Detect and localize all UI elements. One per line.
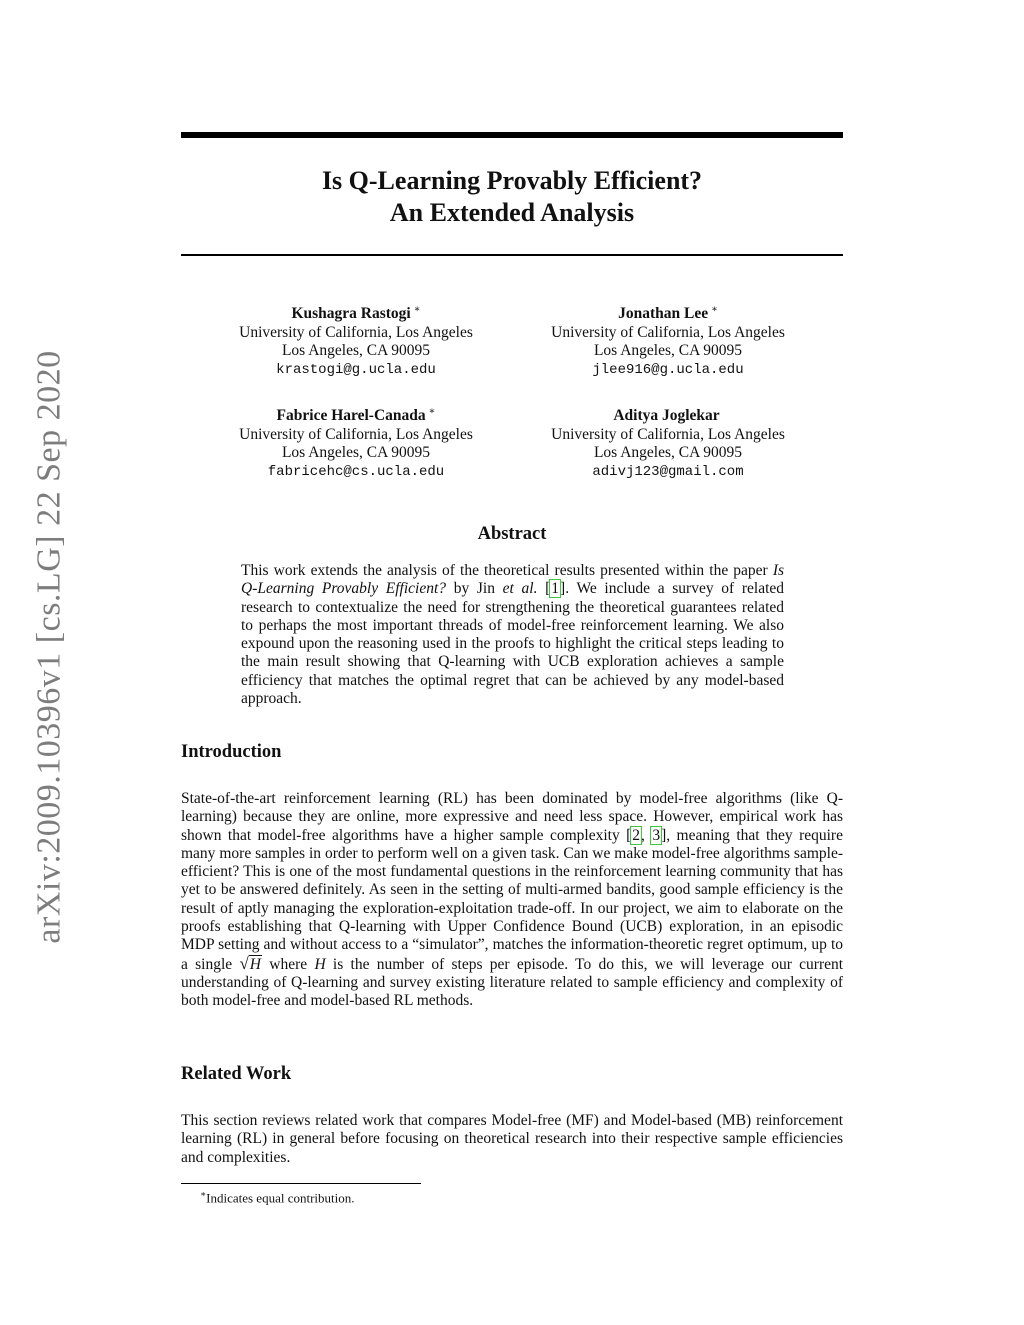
author-address: Los Angeles, CA 90095 — [281, 342, 431, 360]
author-name: Fabrice Harel-Canada — [276, 407, 426, 425]
abstract-heading: Abstract — [477, 524, 547, 544]
footnote — [200, 1186, 355, 1206]
footnote-rule — [181, 1183, 421, 1184]
introduction-paragraph: State-of-the-art reinforcement learning (RL) has been dominated by model-free algorithms (like Q-learning) because they are online, more expressive and need less space. However, empirical work has shown that model-free algorithms have a higher sample complexity [2, 3], meaning that they require many more samples in order to perform well on a given task. Can we make model-free algorithms sample-efficient? This is one of the most fundamental questions in the reinforcement learning community that has yet to be answered definitely. As seen in the setting of multi-armed bandits, good sample efficiency is the result of aptly managing the exploration-exploitation trade-off. In our project, we aim to elaborate on the proofs establishing that Q-learning with Upper Confidence Bound (UCB) exploration, in an episodic MDP setting and without access to a “simulator”, matches the information-theoretic regret optimum, up to a single √H where H is the number of steps per episode. To do this, we will leverage our current understanding of Q-learning and survey existing literature related to sample efficiency and complexity of both model-free and model-based RL methods. — [181, 790, 844, 1010]
equal-contribution-mark: ∗ — [413, 304, 421, 315]
author-email[interactable]: krastogi@g.ucla.edu — [276, 361, 436, 378]
intro-text-3: where — [269, 955, 308, 973]
author-block-4 — [518, 403, 818, 481]
abstract-text-2: by Jin — [453, 580, 495, 598]
citation-link[interactable]: 3 — [652, 826, 661, 844]
footnote-text: Indicates equal contribution. — [206, 1190, 355, 1206]
title-line-1: Is Q-Learning Provably Efficient? — [321, 166, 703, 195]
author-affiliation: University of California, Los Angeles — [551, 425, 785, 443]
equal-contribution-mark: ∗ — [428, 406, 436, 417]
cited-paper-title: Is Q-Learning Provably Efficient? — [241, 562, 785, 598]
title-rule-bottom — [181, 254, 843, 256]
related-work-heading: Related Work — [181, 1064, 292, 1084]
equal-contribution-mark: ∗ — [711, 304, 718, 315]
et-al: et al. — [502, 580, 538, 598]
author-address: Los Angeles, CA 90095 — [593, 444, 743, 462]
author-address: Los Angeles, CA 90095 — [593, 342, 743, 360]
sqrt-h-expression — [239, 955, 262, 974]
related-work-paragraph: This section reviews related work that compares Model-free (MF) and Model-based (MB) reinforcement learning (RL) in general before focusing on theoretical research into their respective sample efficiencies and complexities. — [181, 1112, 843, 1166]
author-block-3 — [206, 403, 506, 481]
abstract-body: This work extends the analysis of the theoretical results presented within the paper Is Q-Learning Provably Efficient? by Jin et al. [1]. We include a survey of related research to contextualize the need for strengthening the theoretical guarantees related to perhaps the most important threads of model-free reinforcement learning. We also expound upon the reasoning used in the proofs to highlight the critical steps leading to the main result showing that Q-learning with UCB exploration achieves a sample efficiency that matches the optimal regret that can be achieved by any model-based approach. — [241, 562, 785, 708]
author-block-2 — [518, 301, 818, 379]
author-affiliation: University of California, Los Angeles — [239, 425, 473, 443]
sqrt-symbol: √ — [239, 953, 249, 973]
citation-link[interactable]: 1 — [551, 580, 560, 598]
author-block-1 — [206, 301, 506, 379]
intro-text-2: , meaning that they require many more samples in order to perform well on a given task. Can we make model-free algorithms sample-efficient? This is one of the most fundamental questions in the reinforcement learning community that has yet to be answered definitely. As seen in the setting of multi-armed bandits, good sample efficiency is the result of aptly managing the exploration-exploitation trade-off. In our project, we aim to elaborate on the proofs establishing that Q-learning with Upper Confidence Bound (UCB) exploration, in an episodic MDP setting and without access to a “simulator”, matches the information-theoretic regret optimum, up to a single — [181, 826, 843, 973]
title-line-2: An Extended Analysis — [389, 198, 635, 227]
author-name: Jonathan Lee — [618, 305, 709, 323]
intro-text-1: State-of-the-art reinforcement learning (RL) has been dominated by model-free algorithms (like Q-learning) because they are online, more expressive and need less space. However, empirical work has shown that model-free algorithms have a higher sample complexity — [181, 790, 843, 844]
citation-separator: , — [641, 826, 652, 844]
variable-h: H — [314, 955, 326, 973]
footnote-mark: ∗ — [200, 1189, 207, 1199]
author-affiliation: University of California, Los Angeles — [239, 323, 473, 341]
title-rule-top — [181, 132, 843, 138]
author-address: Los Angeles, CA 90095 — [281, 444, 431, 462]
intro-text-4: is the number of steps per episode. To do this, we will leverage our current understanding of Q-learning and survey existing literature related to sample efficiency and complexity of both model-free and model-based RL methods. — [181, 955, 844, 1010]
author-email[interactable]: fabricehc@cs.ucla.edu — [267, 463, 445, 480]
abstract-text-1: This work extends the analysis of the theoretical results presented within the paper — [241, 562, 768, 579]
sqrt-variable: H — [249, 955, 261, 973]
paper-title — [181, 165, 843, 229]
author-email[interactable]: adivj123@gmail.com — [592, 463, 744, 480]
author-email[interactable]: jlee916@g.ucla.edu — [592, 361, 744, 378]
author-name: Aditya Joglekar — [613, 407, 720, 425]
arxiv-stamp-text: arXiv:2009.10396v1 [cs.LG] 22 Sep 2020 — [31, 350, 68, 944]
introduction-heading: Introduction — [181, 742, 282, 762]
abstract-text-3: . We include a survey of related research to contextualize the need for strengthening the theoretical guarantees related to perhaps the most important threads of model-free reinforcement learning. We also expound upon the reasoning used in the proofs to highlight the critical steps leading to the main result showing that Q-learning with UCB exploration achieves a sample efficiency that matches the optimal regret that can be achieved by any model-based approach. — [241, 580, 785, 708]
author-affiliation: University of California, Los Angeles — [551, 323, 785, 341]
author-name: Kushagra Rastogi — [291, 305, 411, 323]
arxiv-stamp — [30, 352, 70, 942]
citation-link[interactable]: 2 — [632, 826, 641, 844]
